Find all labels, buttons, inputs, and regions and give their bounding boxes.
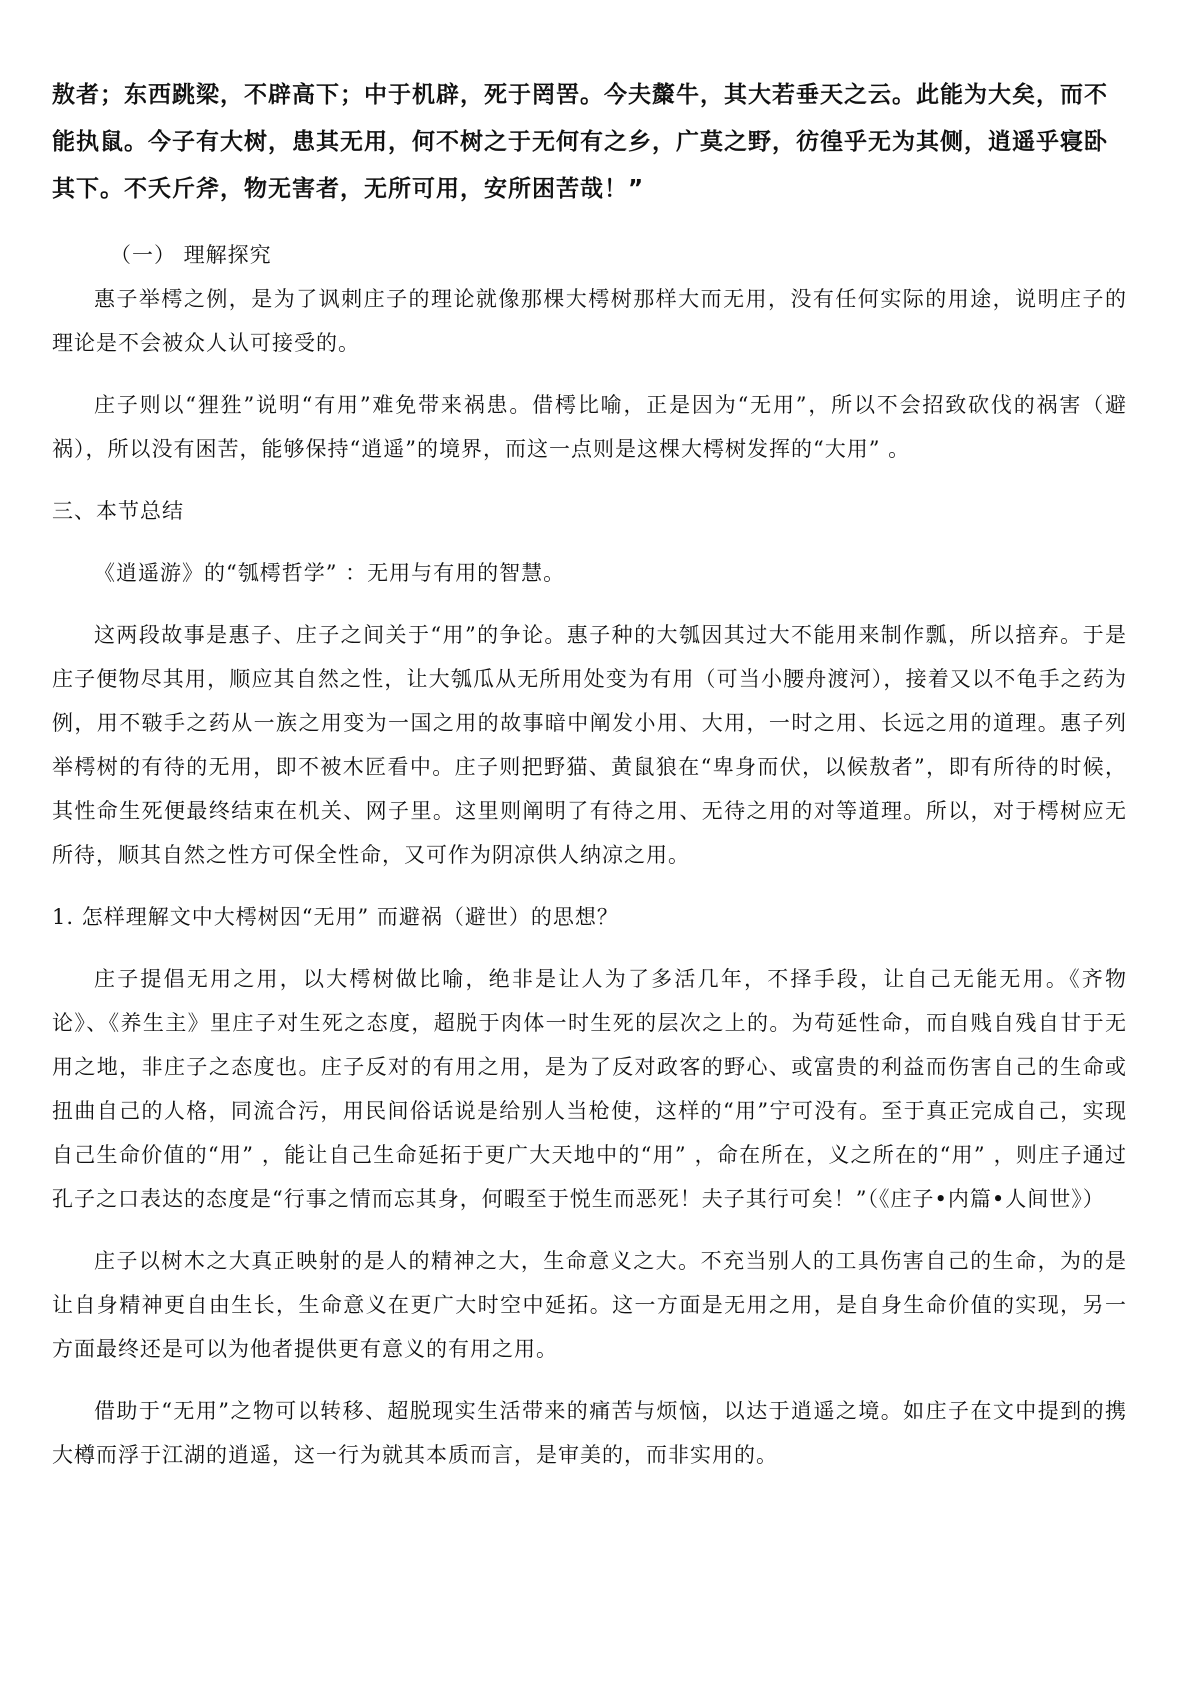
question-1: 1. 怎样理解文中大樗树因“无用” 而避祸（避世）的思想？ [52, 905, 619, 929]
answer-paragraph-2: 庄子以树木之大真正映射的是人的精神之大，生命意义之大。不充当别人的工具伤害自己的生命，为的是让自身精神更自由生长，生命意义在更广大时空中延拓。这一方面是无用之用，是自身生命价值的实现，另一方面最终还是可以为他者提供更有意义的有用之用。 [52, 1249, 1127, 1361]
section-heading-summary: 三、本节总结 [52, 499, 184, 523]
summary-subtitle: 《逍遥游》的“瓠樗哲学” ：无用与有用的智慧。 [94, 561, 566, 585]
opening-quote-paragraph: 敖者；东西跳梁，不辟高下；中于机辟，死于罔罟。今夫斄牛，其大若垂天之云。此能为大矣，而不能执鼠。今子有大树，患其无用，何不树之于无何有之乡，广莫之野，彷徨乎无为其侧，逍遥乎寝卧其下。不夭斤斧，物无害者，无所可用，安所困苦哉！” [52, 82, 1108, 202]
section-heading-understanding: （一） 理解探究 [110, 243, 272, 267]
paragraph-summary: 这两段故事是惠子、庄子之间关于“用”的争论。惠子种的大瓠因其过大不能用来制作瓢，所以掊弃。于是庄子便物尽其用，顺应其自然之性，让大瓠瓜从无所用处变为有用（可当小腰舟渡河），接着又以不龟手之药为例，用不皲手之药从一族之用变为一国之用的故事暗中阐发小用、大用，一时之用、长远之用的道理。惠子列举樗树的有待的无用，即不被木匠看中。庄子则把野猫、黄鼠狼在“卑身而伏，以候敖者”，即有所待的时候，其性命生死便最终结束在机关、网子里。这里则阐明了有待之用、无待之用的对等道理。所以，对于樗树应无所待，顺其自然之性方可保全性命，又可作为阴凉供人纳凉之用。 [52, 623, 1127, 867]
answer-paragraph-1: 庄子提倡无用之用，以大樗树做比喻，绝非是让人为了多活几年，不择手段，让自己无能无用。《齐物论》、《养生主》里庄子对生死之态度，超脱于肉体一时生死的层次之上的。为苟延性命，而自贱自残自甘于无用之地，非庄子之态度也。庄子反对的有用之用，是为了反对政客的野心、或富贵的利益而伤害自己的生命或扭曲自己的人格，同流合污，用民间俗话说是给别人当枪使，这样的“用”宁可没有。至于真正完成自己，实现自己生命价值的“用” ，能让自己生命延拓于更广大天地中的“用” ，命在所在，义之所在的“用” ，则庄子通过孔子之口表达的态度是“行事之情而忘其身，何暇至于悦生而恶死！夫子其行可矣！”（《庄子•内篇•人间世》） [52, 967, 1127, 1211]
paragraph-zhuangzi-response: 庄子则以“狸狌”说明“有用”难免带来祸患。借樗比喻，正是因为“无用”，所以不会招致砍伐的祸害（避祸），所以没有困苦，能够保持“逍遥”的境界，而这一点则是这棵大樗树发挥的“大用” 。 [52, 393, 1127, 461]
document-page [52, 72, 1127, 1495]
answer-paragraph-3: 借助于“无用”之物可以转移、超脱现实生活带来的痛苦与烦恼，以达于逍遥之境。如庄子在文中提到的携大樽而浮于江湖的逍遥，这一行为就其本质而言，是审美的，而非实用的。 [52, 1399, 1127, 1467]
paragraph-huizi-example: 惠子举樗之例，是为了讽刺庄子的理论就像那棵大樗树那样大而无用，没有任何实际的用途，说明庄子的理论是不会被众人认可接受的。 [52, 287, 1127, 355]
